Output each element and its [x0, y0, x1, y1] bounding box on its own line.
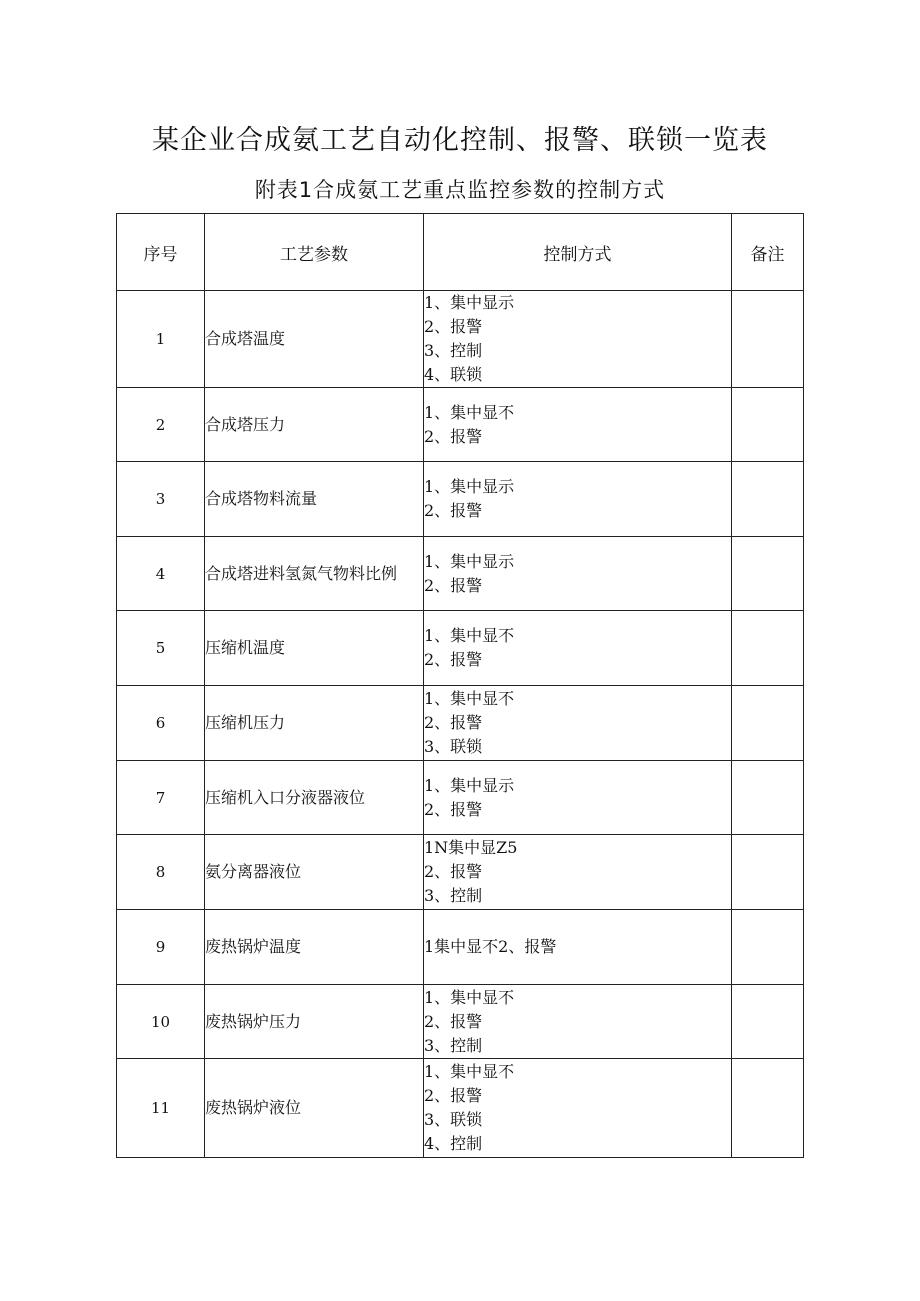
cell-remarks: [732, 388, 804, 462]
control-method-item: 1、集中显示: [424, 477, 515, 496]
cell-process-parameter: 合成塔压力: [205, 388, 424, 462]
control-method-item: 2、报警: [424, 1086, 483, 1105]
cell-remarks: [732, 611, 804, 686]
cell-process-parameter: 压缩机温度: [205, 611, 424, 686]
table-row: [117, 462, 804, 537]
table-row: [117, 835, 804, 910]
cell-process-parameter: 废热锅炉液位: [205, 1059, 424, 1158]
cell-serial-number: 10: [117, 985, 205, 1059]
control-method-item: 1、集中显示: [424, 551, 515, 571]
control-method-item: 4、联锁: [424, 365, 483, 384]
table-header-row: [117, 214, 804, 291]
control-method-item: 1、集中显示: [424, 775, 515, 795]
table-row: [117, 611, 804, 686]
cell-serial-number: 7: [117, 761, 205, 835]
cell-process-parameter: 压缩机压力: [205, 686, 424, 761]
table-row: [117, 1059, 804, 1158]
cell-remarks: [732, 462, 804, 537]
cell-remarks: [732, 835, 804, 910]
cell-control-method: [424, 537, 732, 611]
cell-serial-number: 4: [117, 537, 205, 611]
cell-control-method: [424, 611, 732, 686]
table-row: [117, 761, 804, 835]
control-method-item: 1、集中显不: [424, 1062, 515, 1081]
cell-serial-number: 5: [117, 611, 205, 686]
cell-remarks: [732, 985, 804, 1059]
cell-control-method: [424, 835, 732, 910]
cell-control-method: [424, 1059, 732, 1158]
cell-control-method: [424, 388, 732, 462]
control-method-item: 3、控制: [424, 886, 483, 905]
control-method-item: 3、控制: [424, 341, 483, 360]
cell-serial-number: 6: [117, 686, 205, 761]
document-title: 某企业合成氨工艺自动化控制、报警、联锁一览表: [152, 125, 768, 156]
cell-process-parameter: 压缩机入口分液器液位: [205, 761, 424, 835]
control-method-item: 3、联锁: [424, 1110, 483, 1129]
table-row: [117, 910, 804, 985]
control-method-item: 1N集中显Z5: [424, 838, 518, 857]
control-method-item: 1、集中显不: [424, 402, 515, 422]
cell-serial-number: 11: [117, 1059, 205, 1158]
control-method-item: 2、报警: [424, 426, 483, 446]
control-method-item: 4、控制: [424, 1134, 483, 1153]
cell-remarks: [732, 761, 804, 835]
control-method-item: 1集中显不2、报警: [424, 937, 557, 956]
header-remarks: 备注: [732, 214, 804, 291]
control-method-item: 1、集中显不: [424, 689, 515, 708]
control-method-item: 2、报警: [424, 575, 483, 595]
cell-serial-number: 2: [117, 388, 205, 462]
control-method-item: 2、报警: [424, 1011, 483, 1031]
control-method-item: 1、集中显示: [424, 293, 515, 312]
header-serial-number: 序号: [117, 214, 205, 291]
table-row: [117, 537, 804, 611]
table-row: [117, 686, 804, 761]
cell-process-parameter: 废热锅炉温度: [205, 910, 424, 985]
header-control-method: 控制方式: [424, 214, 732, 291]
cell-serial-number: 3: [117, 462, 205, 537]
cell-remarks: [732, 1059, 804, 1158]
control-method-item: 2、报警: [424, 862, 483, 881]
control-method-item: 2、报警: [424, 713, 483, 732]
control-method-item: 2、报警: [424, 799, 483, 819]
control-parameters-table: [116, 213, 804, 1158]
control-method-item: 2、报警: [424, 317, 483, 336]
control-method-item: 2、报警: [424, 501, 483, 520]
cell-remarks: [732, 910, 804, 985]
cell-process-parameter: 合成塔进料氢氮气物料比例: [205, 537, 424, 611]
table-row: [117, 985, 804, 1059]
cell-control-method: [424, 686, 732, 761]
table-row: [117, 388, 804, 462]
cell-remarks: [732, 537, 804, 611]
control-method-item: 1、集中显不: [424, 626, 515, 645]
cell-serial-number: 1: [117, 291, 205, 388]
cell-control-method: [424, 462, 732, 537]
cell-process-parameter: 废热锅炉压力: [205, 985, 424, 1059]
table-caption: 附表1合成氨工艺重点监控参数的控制方式: [254, 178, 666, 202]
header-process-parameter: 工艺参数: [205, 214, 424, 291]
control-method-item: 2、报警: [424, 650, 483, 669]
cell-control-method: [424, 761, 732, 835]
table-row: [117, 291, 804, 388]
cell-serial-number: 9: [117, 910, 205, 985]
cell-control-method: [424, 985, 732, 1059]
cell-process-parameter: 合成塔温度: [205, 291, 424, 388]
cell-control-method: [424, 291, 732, 388]
cell-process-parameter: 氨分离器液位: [205, 835, 424, 910]
cell-remarks: [732, 291, 804, 388]
cell-serial-number: 8: [117, 835, 205, 910]
table-body: [117, 291, 804, 1158]
cell-control-method: [424, 910, 732, 985]
cell-process-parameter: 合成塔物料流量: [205, 462, 424, 537]
control-method-item: 3、控制: [424, 1035, 483, 1055]
control-method-item: 1、集中显不: [424, 987, 515, 1007]
control-method-item: 3、联锁: [424, 737, 483, 756]
cell-remarks: [732, 686, 804, 761]
